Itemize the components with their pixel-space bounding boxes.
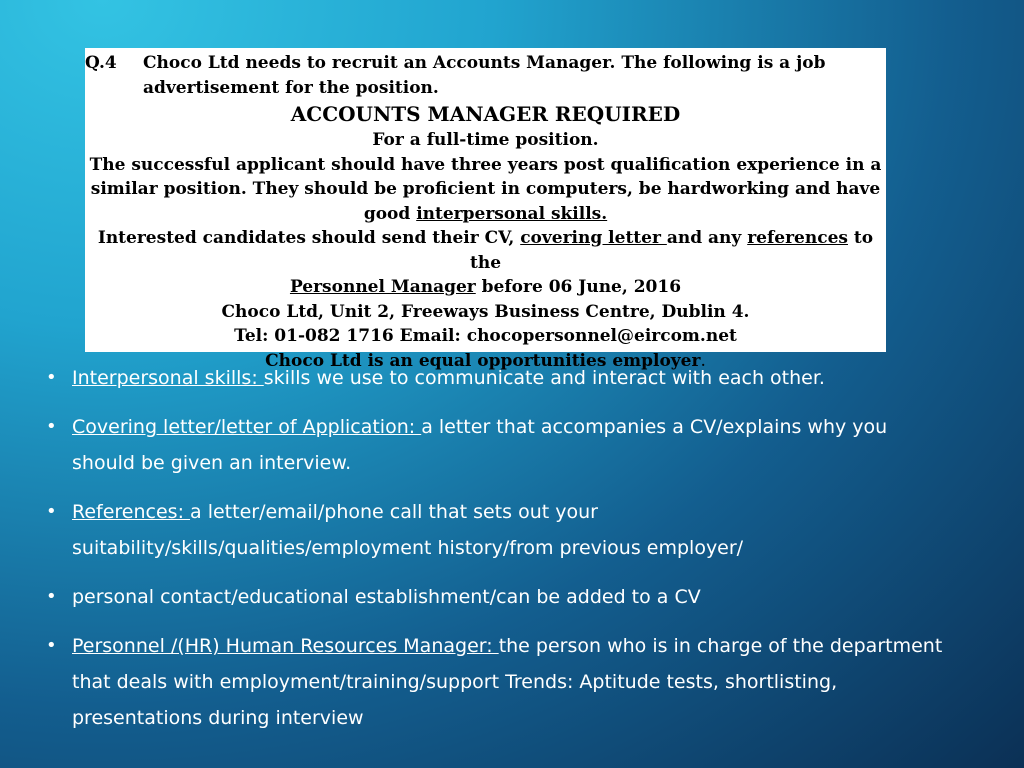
bullet-definition: skills we use to communicate and interact with each other. <box>263 367 825 389</box>
ad-requirements-line-3 <box>85 202 886 227</box>
ad-equal-period: . <box>700 350 706 371</box>
list-item <box>44 360 944 396</box>
ad-requirements-line-1: The successful applicant should have three years post qualification experience in a <box>89 154 882 175</box>
bullet-icon: • <box>46 501 57 522</box>
list-item <box>44 409 944 481</box>
ad-apply-line-1 <box>85 226 886 275</box>
ad-interested-text: Interested candidates should send their CV, <box>97 228 521 248</box>
question-intro-line-1: Choco Ltd needs to recruit an Accounts Manager. The following is a job <box>143 53 826 73</box>
bullet-definition: a letter that accompanies a CV/explains why you should be given an interview. <box>72 416 888 474</box>
ad-deadline-text: before 06 June, 2016 <box>475 277 682 297</box>
bullet-icon: • <box>46 635 57 656</box>
ad-good-text: good <box>363 203 417 224</box>
ad-requirements-line-2: similar position. They should be proficient in computers, be hardworking and have <box>90 179 881 199</box>
bullet-term: References: <box>72 501 191 523</box>
ad-references: references <box>747 228 848 248</box>
ad-interpersonal-skills: interpersonal skills. <box>416 203 608 224</box>
bullet-icon: • <box>46 416 57 437</box>
list-item <box>44 579 944 615</box>
ad-personnel-manager: Personnel Manager <box>289 277 476 297</box>
question-intro-line-2: advertisement for the position. <box>143 77 439 98</box>
list-item <box>44 494 944 566</box>
ad-title: ACCOUNTS MANAGER REQUIRED <box>290 102 681 126</box>
ad-fulltime-line: For a full-time position. <box>372 130 599 150</box>
bullet-icon: • <box>46 586 57 607</box>
bullet-definition: personal contact/educational establishment/can be added to a CV <box>72 586 701 608</box>
ad-to-the-text: to the <box>469 228 874 273</box>
job-advertisement-image <box>85 48 886 371</box>
ad-address: Choco Ltd, Unit 2, Freeways Business Centre, Dublin 4. <box>221 301 750 322</box>
ad-apply-line-2 <box>85 275 886 300</box>
bullet-icon: • <box>46 367 57 388</box>
ad-contact: Tel: 01-082 1716 Email: chocopersonnel@eircom.net <box>234 326 737 346</box>
bullet-definition: a letter/email/phone call that sets out your suitability/skills/qualities/employment history/from previous employer/ <box>72 501 744 559</box>
ad-equal-text: Choco Ltd is an equal opportunities employer <box>265 350 701 371</box>
definition-list <box>44 360 944 749</box>
question-intro <box>143 51 886 100</box>
bullet-term: Interpersonal skills: <box>72 367 264 389</box>
bullet-term: Personnel /(HR) Human Resources Manager: <box>72 635 499 657</box>
ad-covering-letter: covering letter <box>520 228 667 248</box>
bullet-definition: the person who is in charge of the department that deals with employment/training/support Trends: Aptitude tests, shortlisting, presentations during interview <box>72 635 943 729</box>
question-number: Q.4 <box>85 53 117 73</box>
ad-and-any-text: and any <box>666 228 748 248</box>
question-header <box>85 48 886 100</box>
list-item <box>44 628 944 736</box>
bullet-term: Covering letter/letter of Application: <box>72 416 422 438</box>
